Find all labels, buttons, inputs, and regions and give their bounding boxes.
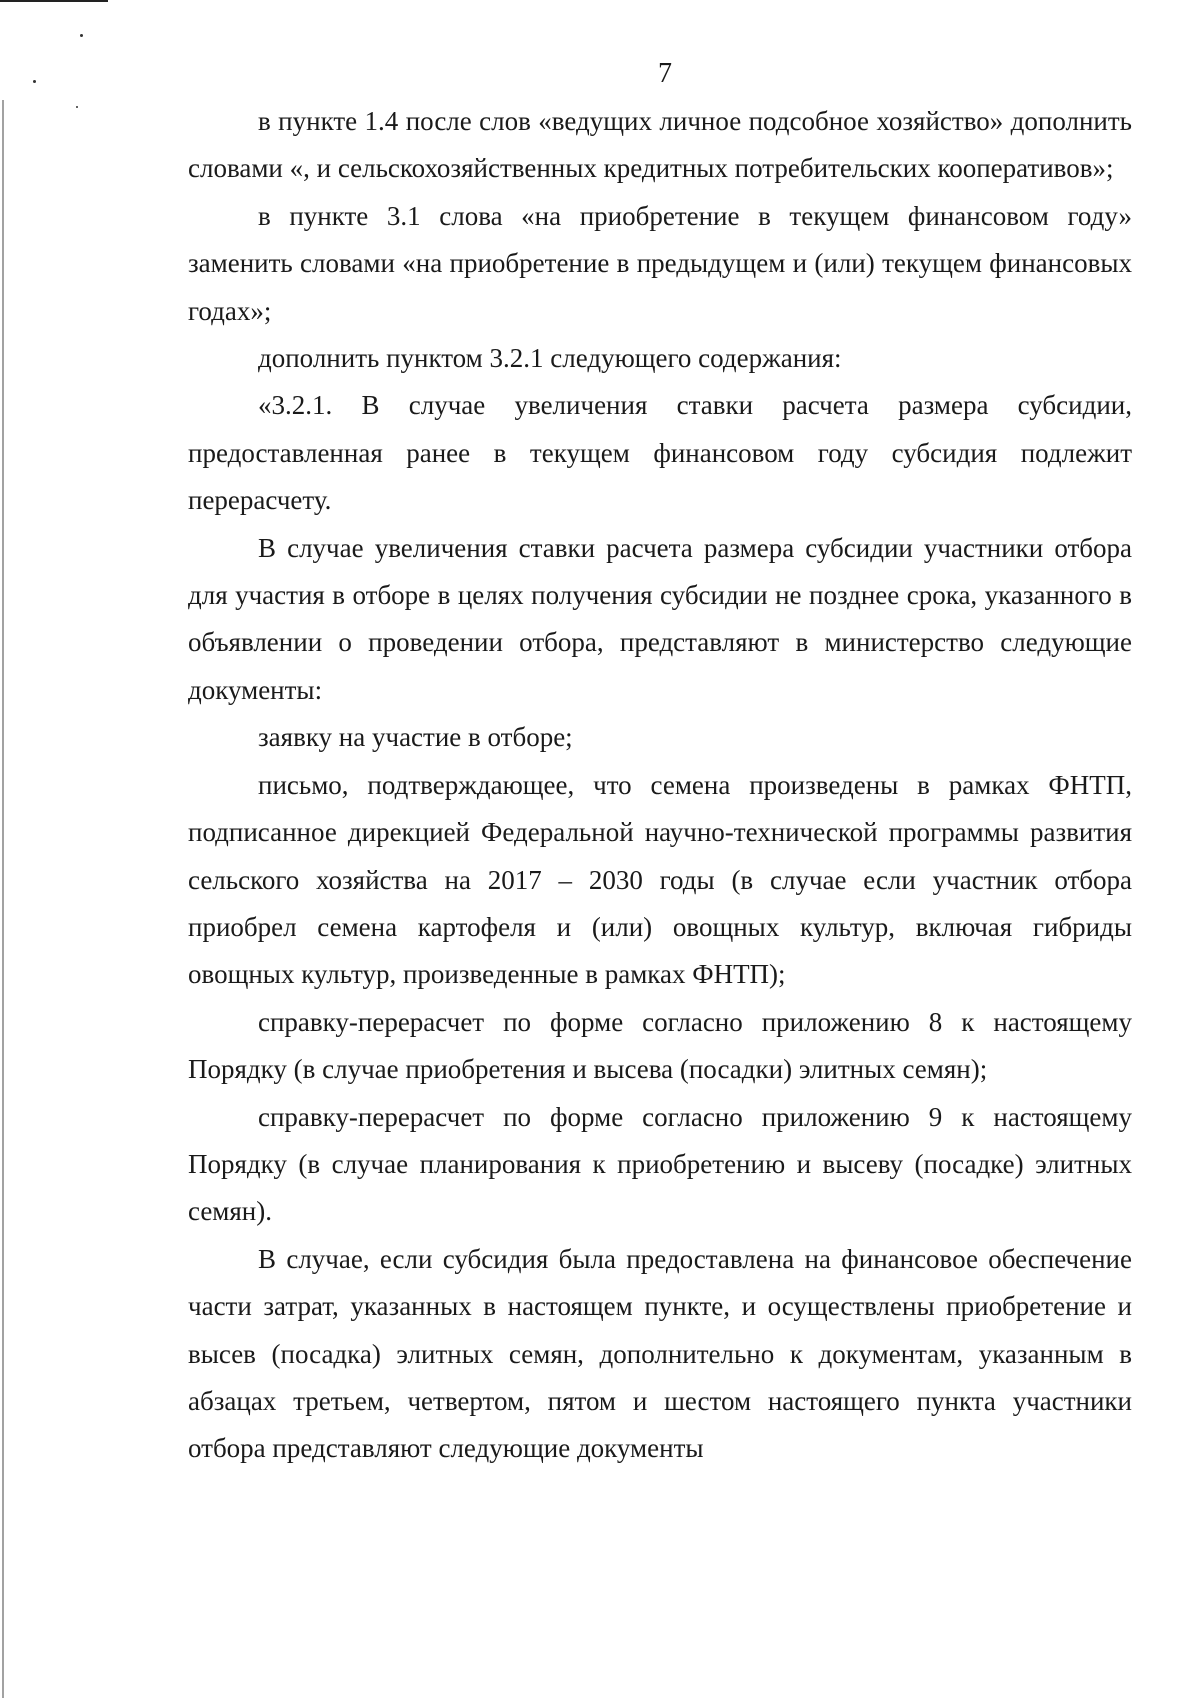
paragraph: справку-перерасчет по форме согласно приложению 9 к настоящему Порядку (в случае планирования к приобретению и высеву (посадке) элитных семян). — [188, 1101, 1132, 1227]
page-number: 7 — [658, 58, 672, 89]
scan-speck — [80, 34, 83, 37]
paragraph: справку-перерасчет по форме согласно приложению 8 к настоящему Порядку (в случае приобретения и высева (посадки) элитных семян); — [188, 1006, 1132, 1085]
paragraph: в пункте 1.4 после слов «ведущих личное подсобное хозяйство» дополнить словами «, и сельскохозяйственных кредитных потребительских кооперативов»; — [188, 106, 1132, 184]
paragraph: В случае увеличения ставки расчета размера субсидии участники отбора для участия в отборе в целях получения субсидии не позднее срока, указанного в объявлении о проведении отбора, представляют в министерство следующие документы: — [188, 532, 1132, 705]
paragraph: в пункте 3.1 слова «на приобретение в текущем финансовом году» заменить словами «на приобретение в предыдущем и (или) текущем финансовых годах»; — [188, 200, 1132, 326]
scan-speck — [76, 106, 78, 108]
paragraph: В случае, если субсидия была предоставлена на финансовое обеспечение части затрат, указанных в настоящем пункте, и осуществлены приобретение и высев (посадка) элитных семян, дополнительно к документам, указанным в абзацах третьем, четвертом, пятом и шестом настоящего пункта участники отбора представляют следующие документы — [188, 1243, 1132, 1464]
paragraph: «3.2.1. В случае увеличения ставки расчета размера субсидии, предоставленная ранее в текущем финансовом году субсидия подлежит перерасчету. — [188, 390, 1132, 516]
scan-edge-left — [2, 100, 4, 1698]
paragraph: письмо, подтверждающее, что семена произведены в рамках ФНТП, подписанное дирекцией Федеральной научно-технической программы развития сельского хозяйства на 2017 – 2030 годы (в случае если участник отбора приобрел семена картофеля и (или) овощных культур, включая гибриды овощных культур, произведенные в рамках ФНТП); — [188, 769, 1132, 990]
document-body — [188, 98, 1132, 1473]
scan-edge-top — [0, 0, 108, 2]
paragraph: заявку на участие в отборе; — [258, 722, 573, 753]
paragraph: дополнить пунктом 3.2.1 следующего содержания: — [258, 343, 842, 374]
